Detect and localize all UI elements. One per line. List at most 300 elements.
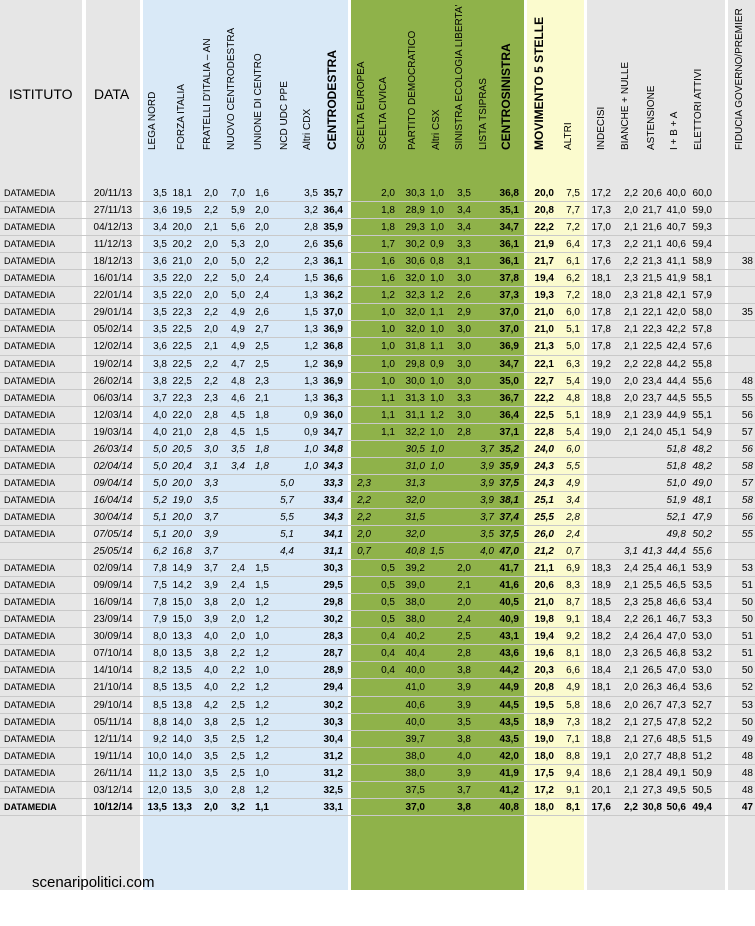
cell-9: 0,4 bbox=[381, 631, 395, 642]
cell-7: 29,8 bbox=[323, 597, 343, 608]
cell-0: 3,4 bbox=[153, 222, 167, 233]
cell-22: 57 bbox=[741, 427, 753, 438]
cell-20: 46,4 bbox=[666, 682, 686, 693]
cell-18: 2,1 bbox=[624, 734, 638, 745]
cell-14: 43,6 bbox=[499, 648, 519, 659]
cell-10: 29,3 bbox=[405, 222, 425, 233]
cell-2: 3,7 bbox=[204, 512, 218, 523]
col-header-1: FORZA ITALIA bbox=[176, 84, 187, 150]
cell-9: 1,1 bbox=[381, 410, 395, 421]
cell-16: 5,1 bbox=[566, 324, 580, 335]
cell-22: 52 bbox=[741, 682, 753, 693]
cell-20: 42,2 bbox=[666, 324, 686, 335]
cell-15: 21,0 bbox=[534, 324, 554, 335]
cell-18: 2,0 bbox=[624, 393, 638, 404]
cell-date: 30/09/14 bbox=[93, 631, 133, 642]
cell-20: 51,8 bbox=[666, 444, 686, 455]
cell-15: 21,7 bbox=[534, 256, 554, 267]
cell-21: 57,6 bbox=[692, 341, 712, 352]
cell-2: 3,8 bbox=[204, 648, 218, 659]
cell-7: 30,3 bbox=[323, 717, 343, 728]
cell-9: 1,0 bbox=[381, 376, 395, 387]
cell-20: 41,9 bbox=[666, 273, 686, 284]
cell-15: 26,0 bbox=[534, 529, 554, 540]
cell-16: 7,3 bbox=[566, 717, 580, 728]
cell-16: 5,5 bbox=[566, 461, 580, 472]
cell-istituto: DATAMEDIA bbox=[4, 682, 56, 692]
cell-8: 0,7 bbox=[357, 546, 371, 557]
cell-22: 53 bbox=[741, 700, 753, 711]
cell-19: 21,1 bbox=[642, 239, 662, 250]
cell-7: 36,1 bbox=[323, 256, 343, 267]
cell-7: 36,2 bbox=[323, 290, 343, 301]
cell-20: 44,4 bbox=[666, 546, 686, 557]
cell-12: 2,8 bbox=[457, 427, 471, 438]
cell-18: 2,0 bbox=[624, 376, 638, 387]
cell-5: 5,0 bbox=[280, 478, 294, 489]
cell-7: 34,3 bbox=[323, 461, 343, 472]
cell-14: 44,5 bbox=[499, 700, 519, 711]
cell-16: 8,8 bbox=[566, 751, 580, 762]
cell-18: 2,2 bbox=[624, 239, 638, 250]
cell-istituto: DATAMEDIA bbox=[4, 734, 56, 744]
cell-7: 29,5 bbox=[323, 580, 343, 591]
cell-20: 41,1 bbox=[666, 256, 686, 267]
cell-14: 43,1 bbox=[499, 631, 519, 642]
cell-19: 22,1 bbox=[642, 307, 662, 318]
cell-20: 44,4 bbox=[666, 376, 686, 387]
cell-18: 2,2 bbox=[624, 359, 638, 370]
cell-3: 4,7 bbox=[231, 359, 245, 370]
cell-1: 22,5 bbox=[172, 324, 192, 335]
cell-4: 2,7 bbox=[255, 324, 269, 335]
cell-9: 0,4 bbox=[381, 648, 395, 659]
cell-17: 17,0 bbox=[591, 222, 611, 233]
cell-4: 2,1 bbox=[255, 393, 269, 404]
cell-15: 20,8 bbox=[534, 205, 554, 216]
cell-14: 43,5 bbox=[499, 717, 519, 728]
cell-15: 19,6 bbox=[534, 648, 554, 659]
cell-15: 19,4 bbox=[534, 631, 554, 642]
cell-2: 3,5 bbox=[204, 734, 218, 745]
cell-18: 2,1 bbox=[624, 410, 638, 421]
cell-10: 30,2 bbox=[405, 239, 425, 250]
cell-7: 28,7 bbox=[323, 648, 343, 659]
cell-1: 13,5 bbox=[172, 648, 192, 659]
cell-11: 0,8 bbox=[430, 256, 444, 267]
cell-19: 21,3 bbox=[642, 256, 662, 267]
cell-12: 2,4 bbox=[457, 614, 471, 625]
cell-17: 17,8 bbox=[591, 324, 611, 335]
cell-10: 40,0 bbox=[405, 665, 425, 676]
cell-14: 36,8 bbox=[499, 188, 519, 199]
cell-date: 04/12/13 bbox=[93, 222, 133, 233]
cell-16: 2,4 bbox=[566, 529, 580, 540]
cell-9: 1,2 bbox=[381, 290, 395, 301]
cell-7: 31,2 bbox=[323, 768, 343, 779]
cell-4: 1,2 bbox=[255, 717, 269, 728]
cell-9: 1,0 bbox=[381, 307, 395, 318]
cell-0: 5,0 bbox=[153, 461, 167, 472]
cell-7: 36,4 bbox=[323, 205, 343, 216]
cell-17: 18,9 bbox=[591, 580, 611, 591]
cell-0: 7,5 bbox=[153, 580, 167, 591]
cell-21: 53,6 bbox=[692, 682, 712, 693]
cell-1: 20,0 bbox=[172, 222, 192, 233]
cell-date: 06/03/14 bbox=[93, 393, 133, 404]
cell-18: 2,1 bbox=[624, 665, 638, 676]
cell-19: 26,5 bbox=[642, 648, 662, 659]
cell-4: 1,8 bbox=[255, 410, 269, 421]
cell-19: 25,8 bbox=[642, 597, 662, 608]
cell-6: 1,2 bbox=[304, 341, 318, 352]
cell-9: 1,1 bbox=[381, 393, 395, 404]
cell-16: 6,2 bbox=[566, 273, 580, 284]
cell-2: 3,5 bbox=[204, 495, 218, 506]
cell-18: 2,4 bbox=[624, 563, 638, 574]
cell-0: 8,0 bbox=[153, 648, 167, 659]
cell-22: 55 bbox=[741, 393, 753, 404]
cell-22: 57 bbox=[741, 478, 753, 489]
cell-19: 25,5 bbox=[642, 580, 662, 591]
cell-7: 36,6 bbox=[323, 273, 343, 284]
cell-1: 14,0 bbox=[172, 751, 192, 762]
cell-15: 19,8 bbox=[534, 614, 554, 625]
cell-21: 55,6 bbox=[692, 376, 712, 387]
cell-21: 59,3 bbox=[692, 222, 712, 233]
cell-2: 3,8 bbox=[204, 717, 218, 728]
cell-19: 27,3 bbox=[642, 785, 662, 796]
cell-date: 18/12/13 bbox=[93, 256, 133, 267]
cell-date: 05/02/14 bbox=[93, 324, 133, 335]
cell-16: 8,3 bbox=[566, 580, 580, 591]
cell-7: 36,8 bbox=[323, 341, 343, 352]
cell-15: 21,0 bbox=[534, 597, 554, 608]
cell-istituto: DATAMEDIA bbox=[4, 273, 56, 283]
cell-4: 2,4 bbox=[255, 290, 269, 301]
cell-20: 47,0 bbox=[666, 665, 686, 676]
cell-13: 3,9 bbox=[480, 461, 494, 472]
cell-12: 3,4 bbox=[457, 205, 471, 216]
cell-11: 1,0 bbox=[430, 222, 444, 233]
cell-0: 12,0 bbox=[147, 785, 167, 796]
cell-3: 3,2 bbox=[231, 802, 245, 813]
cell-22: 47 bbox=[741, 802, 753, 813]
cell-14: 41,9 bbox=[499, 768, 519, 779]
cell-7: 34,7 bbox=[323, 427, 343, 438]
cell-21: 52,2 bbox=[692, 717, 712, 728]
cell-14: 43,5 bbox=[499, 734, 519, 745]
cell-12: 3,3 bbox=[457, 239, 471, 250]
cell-20: 52,1 bbox=[666, 512, 686, 523]
cell-16: 8,7 bbox=[566, 597, 580, 608]
col-header-19: ASTENSIONE bbox=[646, 85, 657, 150]
cell-2: 3,7 bbox=[204, 546, 218, 557]
cell-3: 2,0 bbox=[231, 631, 245, 642]
cell-10: 31,3 bbox=[405, 478, 425, 489]
cell-2: 3,0 bbox=[204, 785, 218, 796]
cell-21: 53,2 bbox=[692, 648, 712, 659]
cell-21: 53,3 bbox=[692, 614, 712, 625]
cell-9: 0,4 bbox=[381, 665, 395, 676]
cell-1: 22,0 bbox=[172, 273, 192, 284]
cell-date: 09/04/14 bbox=[93, 478, 133, 489]
cell-10: 32,0 bbox=[405, 324, 425, 335]
cell-date: 12/03/14 bbox=[93, 410, 133, 421]
cell-7: 30,4 bbox=[323, 734, 343, 745]
cell-14: 37,4 bbox=[499, 512, 519, 523]
cell-4: 2,6 bbox=[255, 307, 269, 318]
cell-17: 19,0 bbox=[591, 427, 611, 438]
cell-21: 50,9 bbox=[692, 768, 712, 779]
cell-3: 2,5 bbox=[231, 700, 245, 711]
cell-3: 5,0 bbox=[231, 256, 245, 267]
cell-9: 0,5 bbox=[381, 580, 395, 591]
cell-7: 36,3 bbox=[323, 393, 343, 404]
cell-10: 32,2 bbox=[405, 427, 425, 438]
cell-17: 17,3 bbox=[591, 239, 611, 250]
cell-0: 10,0 bbox=[147, 751, 167, 762]
cell-15: 22,8 bbox=[534, 427, 554, 438]
cell-10: 37,0 bbox=[405, 802, 425, 813]
cell-1: 20,4 bbox=[172, 461, 192, 472]
cell-1: 22,3 bbox=[172, 393, 192, 404]
cell-22: 50 bbox=[741, 717, 753, 728]
cell-1: 13,0 bbox=[172, 768, 192, 779]
cell-7: 37,0 bbox=[323, 307, 343, 318]
cell-6: 1,5 bbox=[304, 307, 318, 318]
cell-7: 36,9 bbox=[323, 376, 343, 387]
cell-21: 58,0 bbox=[692, 307, 712, 318]
cell-17: 19,2 bbox=[591, 359, 611, 370]
cell-istituto: DATAMEDIA bbox=[4, 512, 56, 522]
cell-istituto: DATAMEDIA bbox=[4, 307, 56, 317]
cell-2: 4,0 bbox=[204, 631, 218, 642]
cell-10: 37,5 bbox=[405, 785, 425, 796]
cell-11: 0,9 bbox=[430, 239, 444, 250]
cell-17: 18,3 bbox=[591, 563, 611, 574]
cell-date: 09/09/14 bbox=[93, 580, 133, 591]
cell-6: 1,3 bbox=[304, 376, 318, 387]
cell-14: 44,2 bbox=[499, 665, 519, 676]
cell-istituto: DATAMEDIA bbox=[4, 290, 56, 300]
cell-3: 5,0 bbox=[231, 273, 245, 284]
cell-20: 42,0 bbox=[666, 307, 686, 318]
cell-10: 39,2 bbox=[405, 563, 425, 574]
cell-7: 31,1 bbox=[323, 546, 343, 557]
cell-21: 50,2 bbox=[692, 529, 712, 540]
cell-12: 4,0 bbox=[457, 751, 471, 762]
cell-22: 56 bbox=[741, 410, 753, 421]
cell-19: 23,4 bbox=[642, 376, 662, 387]
cell-7: 29,4 bbox=[323, 682, 343, 693]
cell-1: 22,5 bbox=[172, 376, 192, 387]
cell-19: 41,3 bbox=[642, 546, 662, 557]
cell-istituto: DATAMEDIA bbox=[4, 529, 56, 539]
cell-15: 20,6 bbox=[534, 580, 554, 591]
cell-date: 19/02/14 bbox=[93, 359, 133, 370]
cell-4: 2,3 bbox=[255, 376, 269, 387]
cell-istituto: DATAMEDIA bbox=[4, 614, 56, 624]
col-header-16: ALTRI bbox=[563, 122, 574, 150]
cell-1: 19,5 bbox=[172, 205, 192, 216]
cell-9: 1,0 bbox=[381, 359, 395, 370]
cell-2: 2,3 bbox=[204, 393, 218, 404]
cell-10: 38,0 bbox=[405, 597, 425, 608]
cell-22: 50 bbox=[741, 614, 753, 625]
cell-15: 20,0 bbox=[534, 188, 554, 199]
cell-14: 44,9 bbox=[499, 682, 519, 693]
cell-11: 1,5 bbox=[430, 546, 444, 557]
cell-16: 9,1 bbox=[566, 785, 580, 796]
cell-11: 0,9 bbox=[430, 359, 444, 370]
cell-2: 3,8 bbox=[204, 597, 218, 608]
cell-0: 7,8 bbox=[153, 563, 167, 574]
cell-20: 44,5 bbox=[666, 393, 686, 404]
cell-0: 9,2 bbox=[153, 734, 167, 745]
cell-20: 47,0 bbox=[666, 631, 686, 642]
cell-17: 18,2 bbox=[591, 631, 611, 642]
cell-istituto: DATAMEDIA bbox=[4, 648, 56, 658]
cell-4: 2,0 bbox=[255, 205, 269, 216]
cell-20: 46,6 bbox=[666, 597, 686, 608]
header-data: DATA bbox=[94, 86, 130, 102]
cell-3: 2,5 bbox=[231, 734, 245, 745]
cell-20: 47,8 bbox=[666, 717, 686, 728]
cell-0: 3,5 bbox=[153, 324, 167, 335]
cell-1: 22,3 bbox=[172, 307, 192, 318]
cell-1: 14,0 bbox=[172, 734, 192, 745]
cell-0: 5,0 bbox=[153, 478, 167, 489]
cell-2: 2,0 bbox=[204, 256, 218, 267]
cell-22: 51 bbox=[741, 580, 753, 591]
cell-19: 22,8 bbox=[642, 359, 662, 370]
cell-6: 0,9 bbox=[304, 410, 318, 421]
cell-16: 6,0 bbox=[566, 444, 580, 455]
cell-1: 13,3 bbox=[172, 802, 192, 813]
cell-0: 11,2 bbox=[148, 768, 167, 779]
cell-4: 1,2 bbox=[255, 682, 269, 693]
cell-date: 26/11/14 bbox=[93, 768, 133, 779]
cell-22: 48 bbox=[741, 768, 753, 779]
cell-12: 2,1 bbox=[457, 580, 471, 591]
cell-13: 3,7 bbox=[480, 444, 494, 455]
cell-18: 2,1 bbox=[624, 785, 638, 796]
cell-22: 38 bbox=[741, 256, 753, 267]
cell-17: 18,1 bbox=[591, 682, 611, 693]
cell-14: 35,1 bbox=[499, 205, 519, 216]
cell-21: 60,0 bbox=[692, 188, 712, 199]
cell-20: 48,5 bbox=[666, 734, 686, 745]
cell-7: 30,2 bbox=[323, 614, 343, 625]
cell-7: 33,4 bbox=[323, 495, 343, 506]
cell-istituto: DATAMEDIA bbox=[4, 444, 56, 454]
cell-4: 1,8 bbox=[255, 461, 269, 472]
cell-6: 1,0 bbox=[304, 461, 318, 472]
cell-10: 31,3 bbox=[405, 393, 425, 404]
cell-16: 4,9 bbox=[566, 682, 580, 693]
cell-0: 3,5 bbox=[153, 307, 167, 318]
cell-19: 20,6 bbox=[642, 188, 662, 199]
cell-2: 2,2 bbox=[204, 273, 218, 284]
cell-20: 41,0 bbox=[666, 205, 686, 216]
cell-16: 6,3 bbox=[566, 359, 580, 370]
cell-date: 03/12/14 bbox=[93, 785, 133, 796]
cell-18: 2,1 bbox=[624, 341, 638, 352]
cell-3: 4,5 bbox=[231, 410, 245, 421]
cell-16: 7,1 bbox=[566, 734, 580, 745]
cell-19: 22,3 bbox=[642, 324, 662, 335]
cell-10: 39,7 bbox=[405, 734, 425, 745]
col-header-13: LISTA TSIPRAS bbox=[478, 78, 489, 150]
cell-14: 34,7 bbox=[499, 359, 519, 370]
cell-14: 35,9 bbox=[499, 461, 519, 472]
cell-20: 48,8 bbox=[666, 751, 686, 762]
cell-2: 4,0 bbox=[204, 682, 218, 693]
cell-14: 36,7 bbox=[499, 393, 519, 404]
cell-21: 51,5 bbox=[692, 734, 712, 745]
cell-12: 3,1 bbox=[457, 256, 471, 267]
cell-date: 23/09/14 bbox=[93, 614, 133, 625]
cell-istituto: DATAMEDIA bbox=[4, 239, 56, 249]
col-header-9: SCELTA CIVICA bbox=[378, 77, 389, 150]
cell-istituto: DATAMEDIA bbox=[4, 768, 56, 778]
cell-date: 07/05/14 bbox=[93, 529, 133, 540]
cell-21: 57,9 bbox=[692, 290, 712, 301]
cell-istituto: DATAMEDIA bbox=[4, 341, 56, 351]
cell-20: 46,1 bbox=[666, 563, 686, 574]
cell-16: 5,0 bbox=[566, 341, 580, 352]
col-header-17: INDECISI bbox=[596, 106, 607, 150]
cell-18: 2,0 bbox=[624, 682, 638, 693]
cell-6: 2,8 bbox=[304, 222, 318, 233]
cell-4: 1,2 bbox=[255, 648, 269, 659]
cell-20: 47,3 bbox=[666, 700, 686, 711]
cell-9: 1,8 bbox=[381, 222, 395, 233]
cell-4: 1,2 bbox=[255, 614, 269, 625]
cell-11: 1,0 bbox=[430, 376, 444, 387]
cell-14: 34,7 bbox=[499, 222, 519, 233]
cell-0: 3,5 bbox=[153, 188, 167, 199]
cell-10: 32,0 bbox=[405, 529, 425, 540]
cell-5: 4,4 bbox=[280, 546, 294, 557]
cell-17: 17,6 bbox=[591, 802, 611, 813]
cell-istituto: DATAMEDIA bbox=[4, 751, 56, 761]
cell-11: 1,0 bbox=[430, 324, 444, 335]
cell-12: 2,6 bbox=[457, 290, 471, 301]
cell-21: 53,5 bbox=[692, 580, 712, 591]
cell-20: 49,1 bbox=[666, 768, 686, 779]
cell-14: 36,4 bbox=[499, 410, 519, 421]
cell-6: 2,3 bbox=[304, 256, 318, 267]
cell-19: 26,1 bbox=[642, 614, 662, 625]
cell-10: 30,6 bbox=[405, 256, 425, 267]
cell-12: 3,0 bbox=[457, 376, 471, 387]
cell-17: 18,6 bbox=[591, 768, 611, 779]
cell-1: 14,2 bbox=[172, 580, 192, 591]
cell-20: 51,9 bbox=[666, 495, 686, 506]
cell-7: 28,3 bbox=[323, 631, 343, 642]
cell-14: 41,6 bbox=[499, 580, 519, 591]
cell-3: 3,4 bbox=[231, 461, 245, 472]
cell-0: 13,5 bbox=[147, 802, 167, 813]
cell-15: 17,5 bbox=[534, 768, 554, 779]
cell-16: 7,5 bbox=[566, 188, 580, 199]
cell-20: 40,6 bbox=[666, 239, 686, 250]
cell-17: 18,6 bbox=[591, 700, 611, 711]
cell-4: 1,0 bbox=[255, 665, 269, 676]
cell-date: 10/12/14 bbox=[93, 802, 133, 813]
